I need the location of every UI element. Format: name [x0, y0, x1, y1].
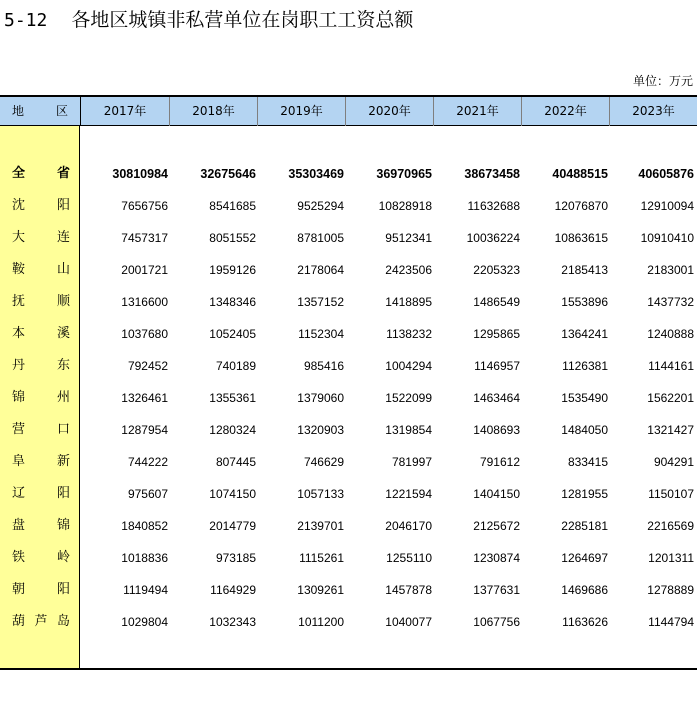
value-cell: 1553896	[561, 295, 608, 309]
table-row	[0, 382, 697, 414]
value-cell: 10828918	[378, 199, 432, 213]
value-cell: 2178064	[297, 263, 344, 277]
value-cell: 1404150	[473, 487, 520, 501]
value-cell: 1320903	[297, 423, 344, 437]
header-region-char-1: 地	[12, 104, 25, 118]
region-name-char: 岭	[56, 550, 70, 565]
value-cell: 10910410	[640, 231, 694, 245]
value-cell: 1326461	[121, 391, 168, 405]
region-name-char: 抚	[12, 294, 26, 309]
region-name	[12, 382, 70, 414]
value-cell: 10863615	[554, 231, 608, 245]
region-name-char: 省	[56, 166, 70, 181]
value-cell: 7457317	[121, 231, 168, 245]
region-name-char: 连	[56, 230, 70, 245]
table-row	[0, 606, 697, 638]
table-row	[0, 318, 697, 350]
value-cell: 38673458	[464, 167, 520, 181]
table-row	[0, 414, 697, 446]
page-title	[4, 8, 413, 32]
region-name	[12, 222, 70, 254]
region-name	[12, 318, 70, 350]
table-row	[0, 574, 697, 606]
table-number: 5-12	[4, 10, 48, 31]
region-name-char: 芦	[34, 614, 48, 629]
table-title: 各地区城镇非私营单位在岗职工工资总额	[71, 9, 414, 31]
value-cell: 1364241	[561, 327, 608, 341]
region-name-char: 盘	[12, 518, 26, 533]
value-cell: 807445	[215, 455, 256, 469]
header-year-2023: 2023年	[609, 97, 697, 126]
value-cell: 1067756	[473, 615, 520, 629]
table-row-total	[0, 158, 697, 190]
value-cell: 1486549	[473, 295, 520, 309]
value-cell: 1004294	[385, 359, 432, 373]
region-name-char: 新	[56, 454, 70, 469]
table-row	[0, 254, 697, 286]
value-cell: 1037680	[121, 327, 168, 341]
region-name	[12, 606, 70, 638]
value-cell: 40488515	[552, 167, 608, 181]
table-bottom-rule	[0, 668, 697, 670]
value-cell: 2183001	[647, 263, 694, 277]
value-cell: 1535490	[561, 391, 608, 405]
value-cell: 1840852	[121, 519, 168, 533]
value-cell: 904291	[653, 455, 694, 469]
value-cell: 1164929	[210, 583, 256, 597]
value-cell: 1221594	[385, 487, 432, 501]
table-row	[0, 446, 697, 478]
value-cell: 1469686	[561, 583, 608, 597]
value-cell: 781997	[391, 455, 432, 469]
value-cell: 1150107	[648, 487, 694, 501]
region-name-char: 口	[56, 422, 70, 437]
region-name-char: 岛	[56, 614, 70, 629]
value-cell: 1240888	[647, 327, 694, 341]
value-cell: 791612	[479, 455, 520, 469]
value-cell: 1562201	[647, 391, 694, 405]
value-cell: 1418895	[385, 295, 432, 309]
value-cell: 1018836	[121, 551, 168, 565]
region-name-char: 鞍	[12, 262, 26, 277]
value-cell: 2046170	[385, 519, 432, 533]
value-cell: 1348346	[209, 295, 256, 309]
value-cell: 2285181	[561, 519, 608, 533]
header-year-2020: 2020年	[345, 97, 433, 126]
value-cell: 9525294	[297, 199, 344, 213]
value-cell: 1457878	[385, 583, 432, 597]
value-cell: 1201311	[648, 551, 694, 565]
region-name-char: 锦	[56, 518, 70, 533]
value-cell: 1126381	[562, 359, 608, 373]
value-cell: 30810984	[112, 167, 168, 181]
value-cell: 1144794	[648, 615, 694, 629]
region-name-char: 大	[12, 230, 26, 245]
table-row	[0, 542, 697, 574]
header-year-2021: 2021年	[433, 97, 521, 126]
value-cell: 1437732	[647, 295, 694, 309]
value-cell: 1959126	[209, 263, 256, 277]
value-cell: 740189	[215, 359, 256, 373]
value-cell: 35303469	[288, 167, 344, 181]
value-cell: 1278889	[647, 583, 694, 597]
value-cell: 1163626	[562, 615, 608, 629]
value-cell: 12910094	[640, 199, 694, 213]
region-name-char: 东	[56, 358, 70, 373]
value-cell: 7656756	[121, 199, 168, 213]
header-region	[0, 97, 80, 126]
header-year-2017: 2017年	[80, 97, 169, 126]
region-name-char: 葫	[12, 614, 26, 629]
value-cell: 12076870	[554, 199, 608, 213]
region-name-char: 本	[12, 326, 26, 341]
value-cell: 1230874	[473, 551, 520, 565]
value-cell: 1052405	[209, 327, 256, 341]
value-cell: 1316600	[121, 295, 168, 309]
value-cell: 1309261	[297, 583, 344, 597]
value-cell: 1146957	[474, 359, 520, 373]
value-cell: 2216569	[647, 519, 694, 533]
value-cell: 1152304	[298, 327, 344, 341]
value-cell: 1287954	[121, 423, 168, 437]
region-name	[12, 574, 70, 606]
region-name-char: 辽	[12, 486, 26, 501]
value-cell: 1321427	[647, 423, 694, 437]
value-cell: 2125672	[473, 519, 520, 533]
value-cell: 40605876	[638, 167, 694, 181]
table-row	[0, 478, 697, 510]
region-name	[12, 350, 70, 382]
value-cell: 1379060	[297, 391, 344, 405]
value-cell: 1280324	[209, 423, 256, 437]
region-name	[12, 446, 70, 478]
value-cell: 11632688	[467, 199, 520, 213]
region-name-char: 营	[12, 422, 26, 437]
value-cell: 8541685	[209, 199, 256, 213]
value-cell: 10036224	[466, 231, 520, 245]
table-row	[0, 510, 697, 542]
value-cell: 2139701	[297, 519, 344, 533]
value-cell: 1377631	[473, 583, 520, 597]
region-name-char: 锦	[12, 390, 26, 405]
value-cell: 973185	[215, 551, 256, 565]
value-cell: 1074150	[209, 487, 256, 501]
table-row	[0, 350, 697, 382]
value-cell: 2423506	[385, 263, 432, 277]
value-cell: 1522099	[385, 391, 432, 405]
region-name-char: 山	[56, 262, 70, 277]
value-cell: 985416	[303, 359, 344, 373]
value-cell: 1264697	[561, 551, 608, 565]
region-name	[12, 510, 70, 542]
table-row	[0, 190, 697, 222]
value-cell: 744222	[127, 455, 168, 469]
region-name	[12, 414, 70, 446]
region-name-char: 溪	[56, 326, 70, 341]
value-cell: 1144161	[648, 359, 694, 373]
header-year-2018: 2018年	[169, 97, 257, 126]
value-cell: 2014779	[209, 519, 256, 533]
region-name-char: 阳	[56, 486, 70, 501]
region-name-char: 全	[12, 166, 26, 181]
region-name-char: 阜	[12, 454, 26, 469]
region-name-char: 铁	[12, 550, 26, 565]
value-cell: 2205323	[473, 263, 520, 277]
region-name-char: 阳	[56, 582, 70, 597]
header-year-2019: 2019年	[257, 97, 345, 126]
value-cell: 1484050	[561, 423, 608, 437]
value-cell: 36970965	[376, 167, 432, 181]
value-cell: 2001721	[121, 263, 168, 277]
value-cell: 32675646	[200, 167, 256, 181]
header-region-char-2: 区	[55, 104, 68, 118]
value-cell: 1040077	[385, 615, 432, 629]
region-name	[12, 190, 70, 222]
region-name	[12, 254, 70, 286]
value-cell: 8051552	[209, 231, 256, 245]
value-cell: 1463464	[473, 391, 520, 405]
value-cell: 1319854	[385, 423, 432, 437]
table-row	[0, 286, 697, 318]
value-cell: 1357152	[297, 295, 344, 309]
value-cell: 1032343	[209, 615, 256, 629]
value-cell: 792452	[127, 359, 168, 373]
region-name	[12, 542, 70, 574]
unit-label: 单位：万元	[632, 74, 693, 88]
value-cell: 746629	[303, 455, 344, 469]
value-cell: 9512341	[385, 231, 432, 245]
value-cell: 1115261	[299, 551, 344, 565]
value-cell: 1408693	[473, 423, 520, 437]
value-cell: 1255110	[386, 551, 432, 565]
value-cell: 2185413	[561, 263, 608, 277]
value-cell: 1119494	[123, 583, 168, 597]
value-cell: 1057133	[297, 487, 344, 501]
value-cell: 833415	[567, 455, 608, 469]
region-name-char: 州	[56, 390, 70, 405]
value-cell: 1295865	[473, 327, 520, 341]
table-header	[0, 95, 697, 126]
value-cell: 1011200	[298, 615, 344, 629]
region-name-char: 朝	[12, 582, 26, 597]
value-cell: 1355361	[209, 391, 256, 405]
value-cell: 1029804	[121, 615, 168, 629]
region-name	[12, 158, 70, 190]
value-cell: 8781005	[297, 231, 344, 245]
region-name-char: 阳	[56, 198, 70, 213]
value-cell: 975607	[127, 487, 168, 501]
region-name-char: 顺	[56, 294, 70, 309]
value-cell: 1138232	[386, 327, 432, 341]
region-name-char: 丹	[12, 358, 26, 373]
region-name-char: 沈	[12, 198, 26, 213]
table-row	[0, 222, 697, 254]
region-name	[12, 286, 70, 318]
header-year-2022: 2022年	[521, 97, 609, 126]
region-name	[12, 478, 70, 510]
value-cell: 1281955	[561, 487, 608, 501]
